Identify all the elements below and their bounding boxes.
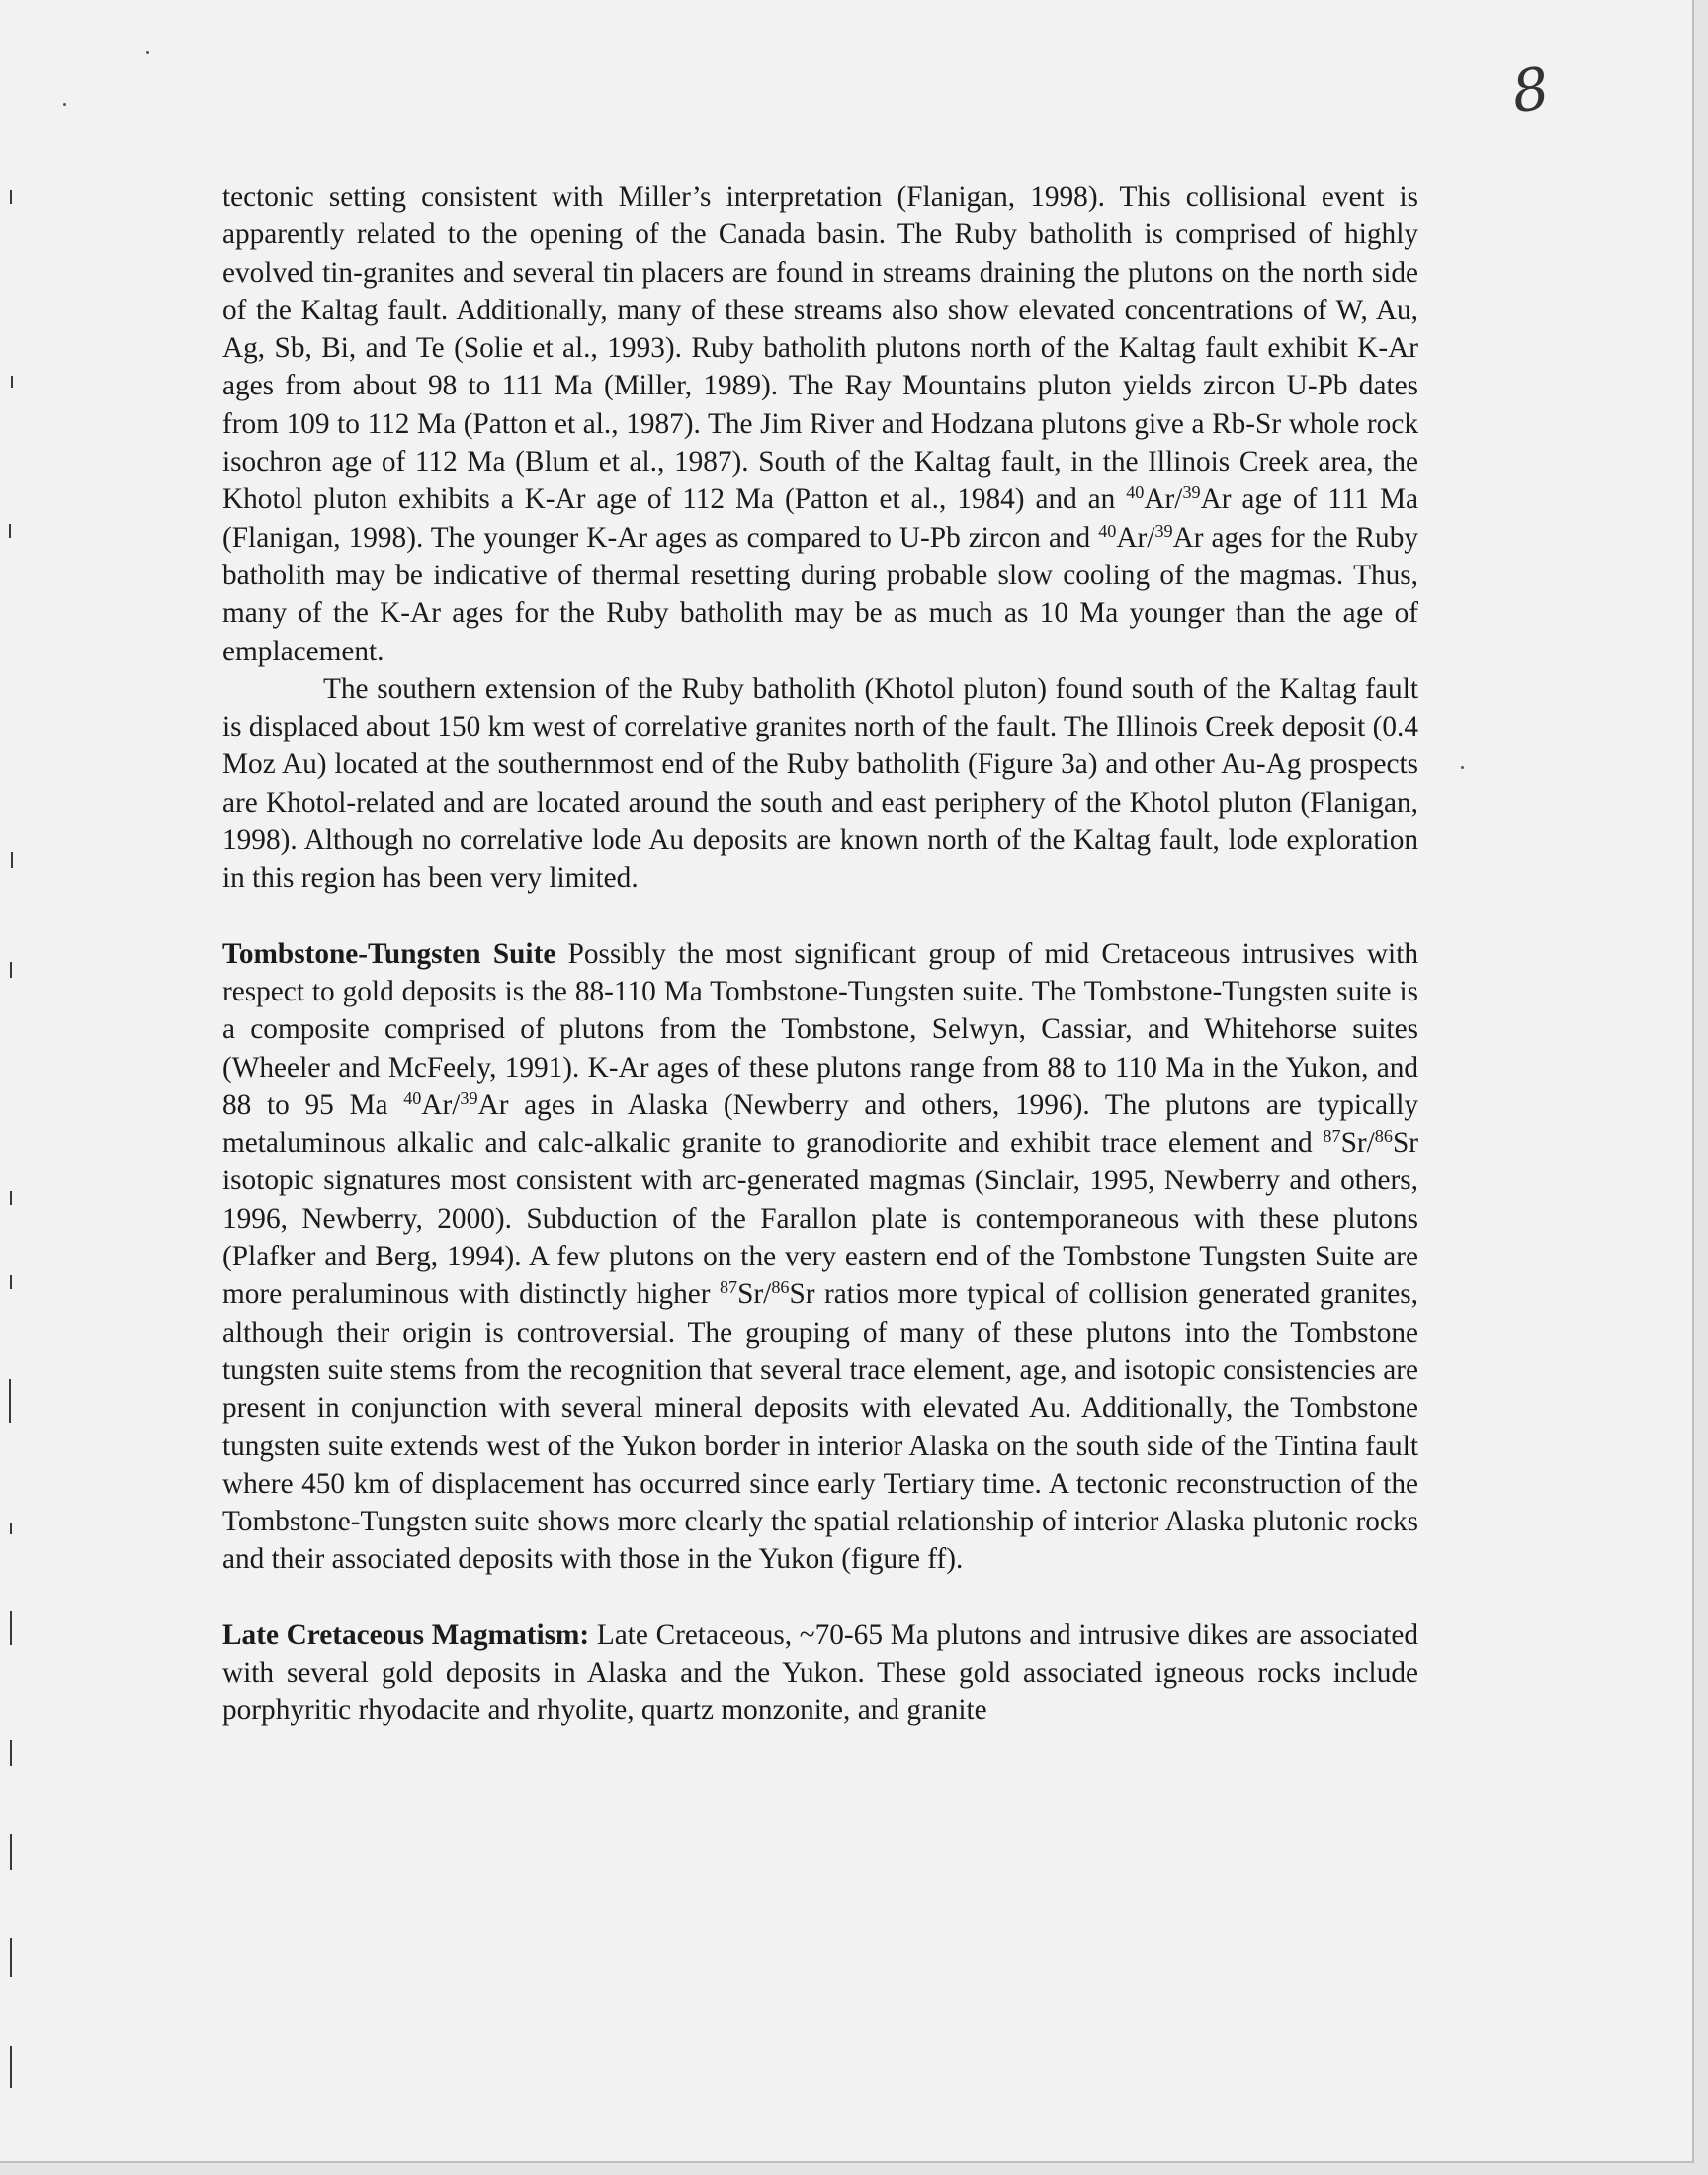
isotope-superscript: 40 [1126,482,1145,503]
text-run: Sr/ [737,1278,772,1311]
text-run: Sr/ [1340,1127,1375,1160]
scan-mark [10,2046,12,2088]
text-run: Ar age of 111 Ma (Flanigan, 1998). The younger K-Ar ages as compared to U-Pb zircon and [222,483,1418,554]
isotope-superscript: 39 [1154,520,1173,541]
paragraph-late-cretaceous-magmatism [222,1616,1418,1730]
paragraph-tombstone-tungsten-suite [222,935,1418,1579]
scan-mark [10,1611,12,1645]
page-number: 8 [1507,53,1554,127]
scan-mark [11,376,13,388]
text-run: Late Cretaceous, ~70-65 Ma plutons and intrusive dikes are associated with several gold deposits in Alaska and the Yukon. These gold associated igneous rocks include porphyritic rhyodacite and rhyolite, quartz monzonite, and granite [222,1618,1418,1727]
paragraph-ruby-batholith [222,178,1418,670]
scan-mark [9,1379,11,1423]
isotope-superscript: 87 [1323,1126,1341,1147]
isotope-superscript: 39 [460,1088,478,1108]
text-run: The southern extension of the Ruby batholith (Khotol pluton) found south of the Kaltag fault is displaced about 150 km west of correlative granites north of the fault. The Illinois Creek deposit (0.4 Moz Au) located at the southernmost end of the Ruby batholith (Figure 3a) and other Au-Ag prospects are Khotol-related and are located around the south and east periphery of the Khotol pluton (Flanigan, 1998). Although no correlative lode Au deposits are known north of the Kaltag fault, lode exploration in this region has been very limited. [222,672,1418,895]
scan-mark [10,1834,12,1870]
scan-speck [1461,766,1464,769]
isotope-superscript: 40 [1098,520,1117,541]
text-run: Ar/ [421,1088,461,1121]
paragraph-khotol-pluton [222,670,1418,898]
isotope-superscript: 39 [1182,482,1201,503]
section-heading: Tombstone-Tungsten Suite [222,937,556,970]
text-run: Ar/ [1144,483,1183,516]
scan-speck [146,51,149,54]
scan-speck [63,103,66,106]
isotope-superscript: 40 [403,1088,422,1108]
text-run: Sr ratios more typical of collision generated granites, although their origin is controversial. The grouping of many of these plutons into the Tombstone tungsten suite stems from the recognition that several trace element, age, and isotopic consistencies are present in conjunction with several mineral deposits with elevated Au. Additionally, the Tombstone tungsten suite extends west of the Yukon border in interior Alaska on the south side of the Tintina fault where 450 km of displacement has occurred since early Tertiary time. A tectonic reconstruction of the Tombstone-Tungsten suite shows more clearly the spatial relationship of interior Alaska plutonic rocks and their associated deposits with those in the Yukon (figure ff). [222,1278,1418,1576]
scan-mark [10,1938,12,1977]
text-run: Possibly the most significant group of mid Cretaceous intrusives with respect to gold deposits is the 88-110 Ma Tombstone-Tungsten suite. The Tombstone-Tungsten suite is a composite comprised of plutons from the Tombstone, Selwyn, Cassiar, and Whitehorse suites (Wheeler and McFeely, 1991). K-Ar ages of these plutons range from 88 to 110 Ma in the Yukon, and 88 to 95 Ma [222,937,1418,1121]
isotope-superscript: 87 [719,1277,738,1298]
text-run: Ar ages in Alaska (Newberry and others, 1996). The plutons are typically metaluminous alkalic and calc-alkalic granite to granodiorite and exhibit trace element and [222,1088,1418,1160]
body-text [222,178,1418,1730]
scan-mark [10,1740,12,1766]
text-run: tectonic setting consistent with Miller’s interpretation (Flanigan, 1998). This collisional event is apparently related to the opening of the Canada basin. The Ruby batholith is comprised of highly evolved tin-granites and several tin placers are found in streams draining the plutons on the north side of the Kaltag fault. Additionally, many of these streams also show elevated concentrations of W, Au, Ag, Sb, Bi, and Te (Solie et al., 1993). Ruby batholith plutons north of the Kaltag fault exhibit K-Ar ages from about 98 to 111 Ma (Miller, 1989). The Ray Mountains pluton yields zircon U-Pb dates from 109 to 112 Ma (Patton et al., 1987). The Jim River and Hodzana plutons give a Rb-Sr whole rock isochron age of 112 Ma (Blum et al., 1987). South of the Kaltag fault, in the Illinois Creek area, the Khotol pluton exhibits a K-Ar age of 112 Ma (Patton et al., 1984) and an [222,181,1418,516]
isotope-superscript: 86 [771,1277,790,1298]
scan-mark [10,190,12,204]
text-run: Sr isotopic signatures most consistent with arc-generated magmas (Sinclair, 1995, Newberry and others, 1996, Newberry, 2000). Subduction of the Farallon plate is contemporaneous with these plutons (Plafker and Berg, 1994). A few plutons on the very eastern end of the Tombstone Tungsten Suite are more peraluminous with distinctly higher [222,1127,1418,1311]
scan-mark [10,1191,12,1205]
isotope-superscript: 86 [1374,1126,1393,1147]
scan-mark [9,524,11,538]
scan-mark [10,962,12,978]
text-run: Ar ages for the Ruby batholith may be indicative of thermal resetting during probable slow cooling of the magmas. Thus, many of the K-Ar ages for the Ruby batholith may be as much as 10 Ma younger than the age of emplacement. [222,521,1418,667]
scan-mark [10,1275,12,1289]
scan-mark [10,1522,12,1534]
section-heading: Late Cretaceous Magmatism: [222,1618,590,1651]
scan-mark [11,852,13,868]
text-run: Ar/ [1116,521,1155,554]
